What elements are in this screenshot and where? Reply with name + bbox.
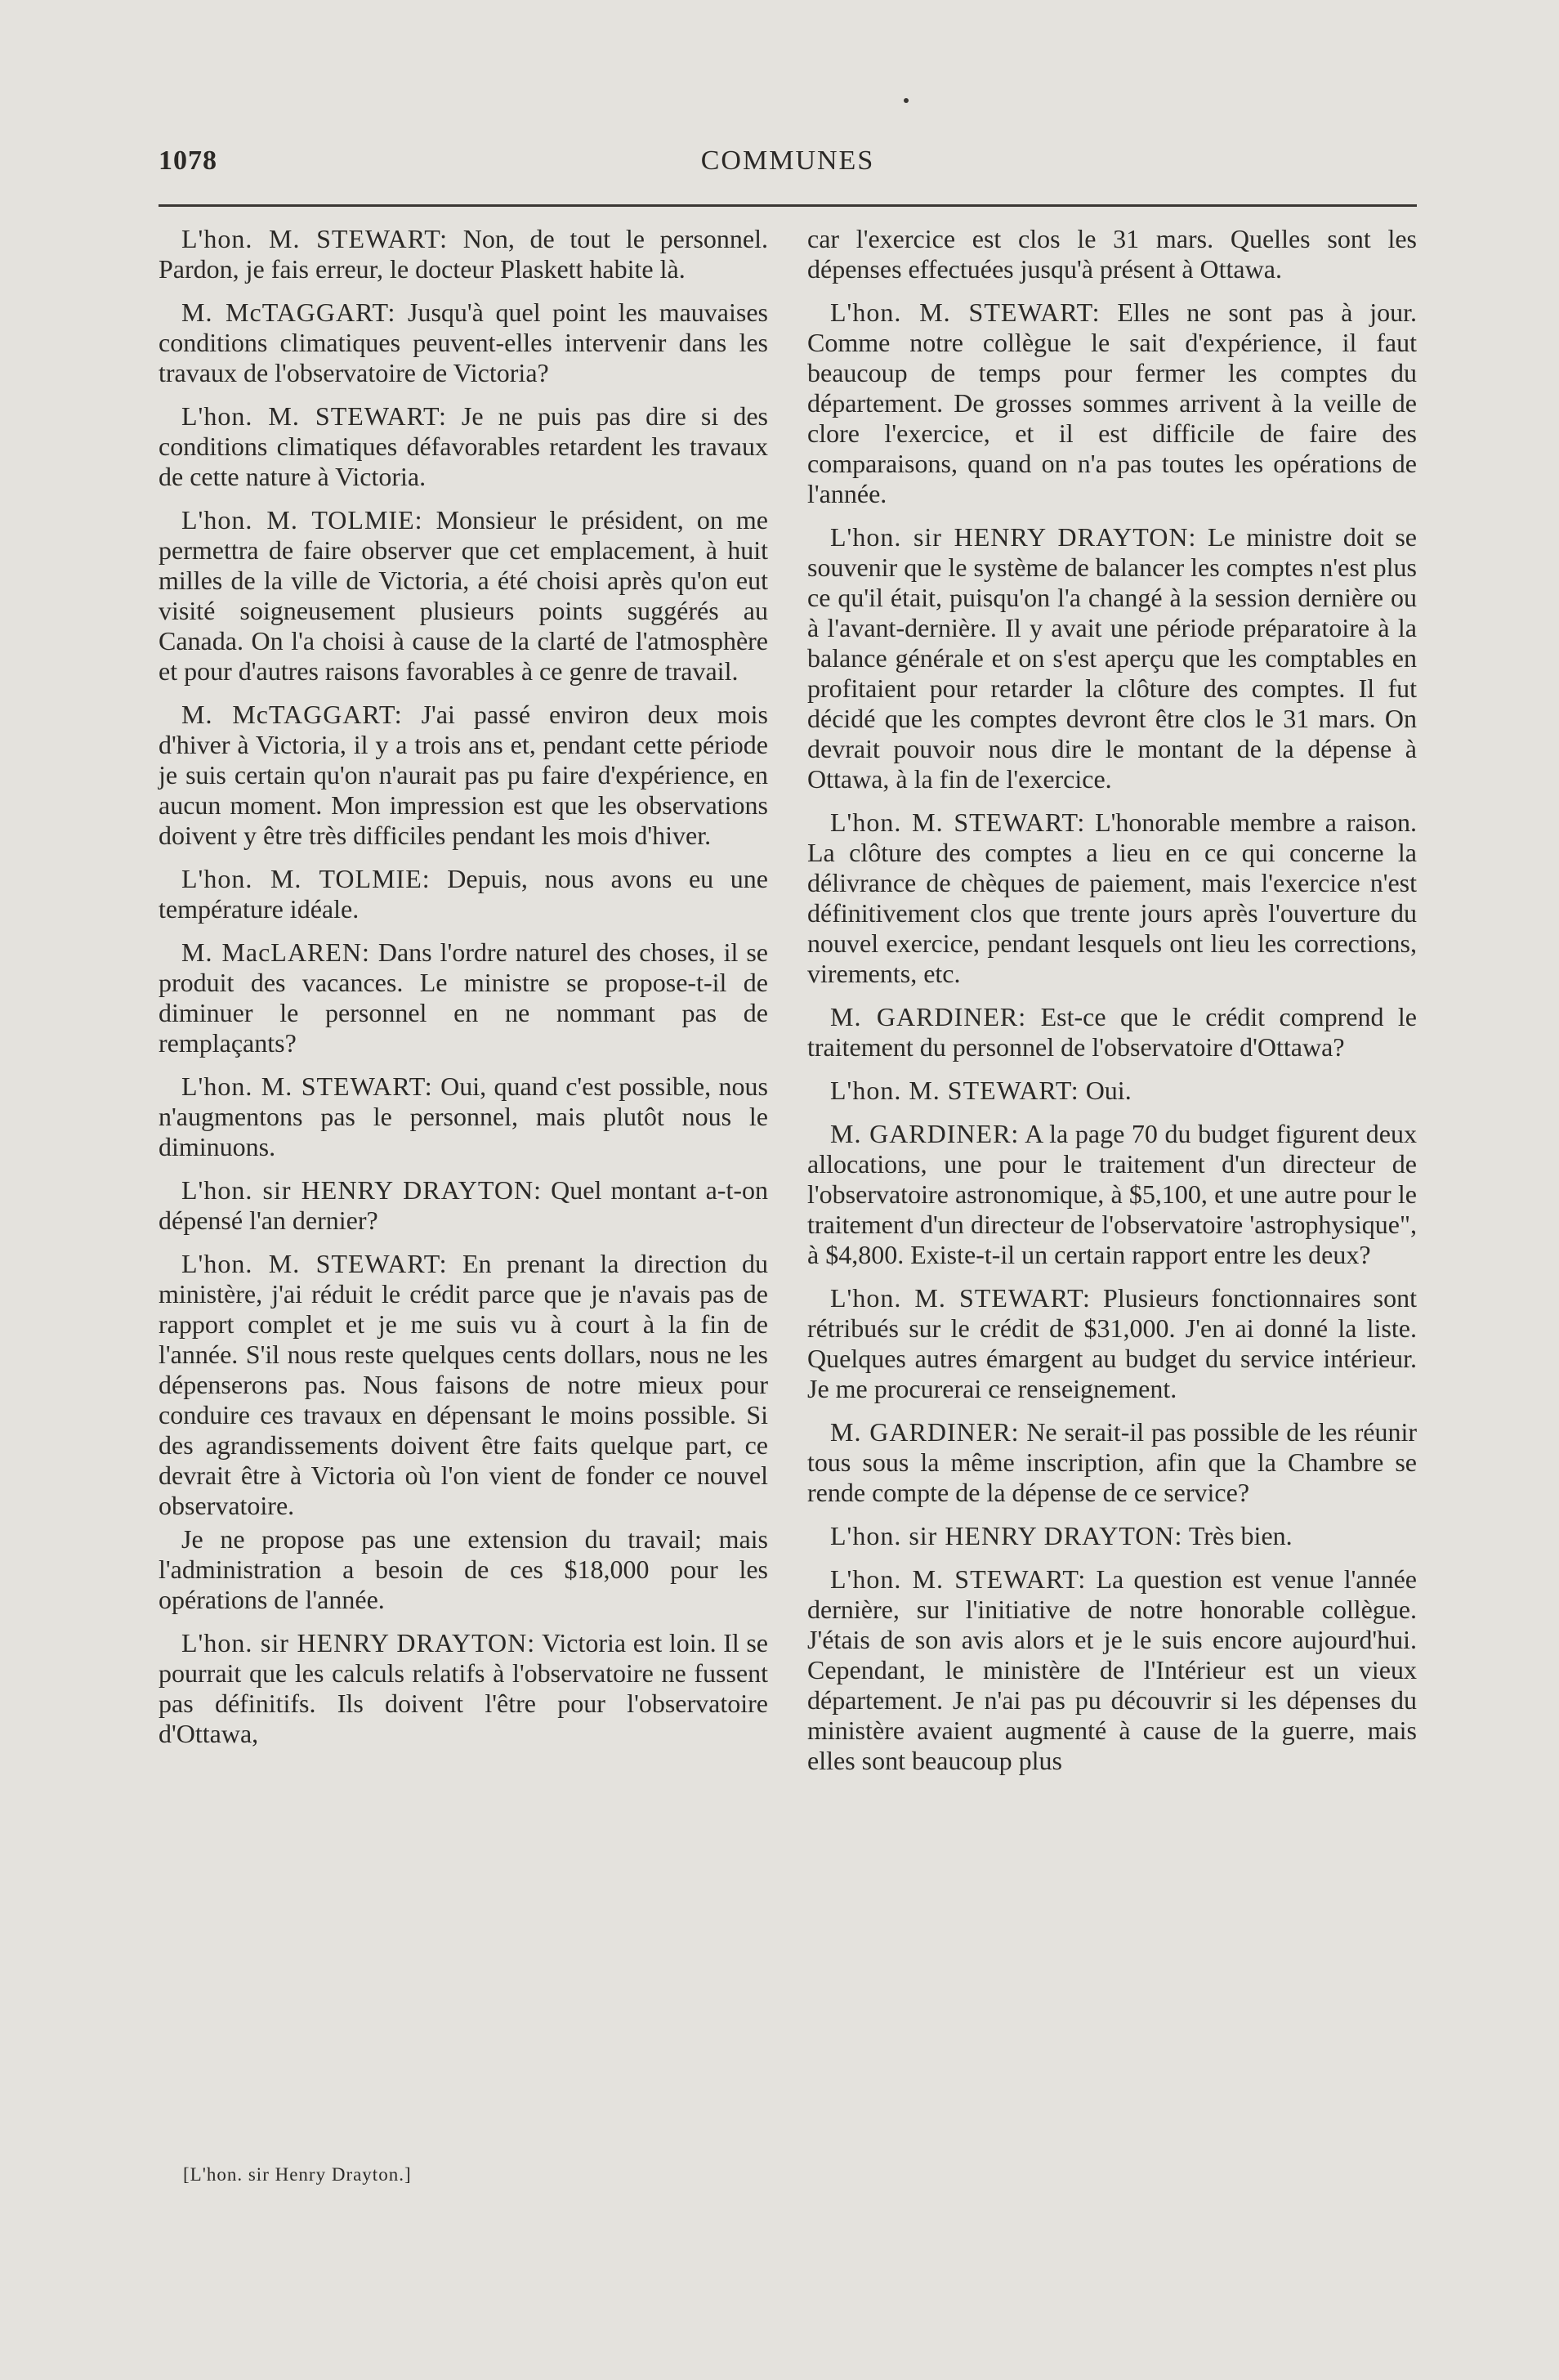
speech-text: Victoria est loin. Il se pourrait que les calculs relatifs à l'observatoire ne fussent pas définitifs. Ils doivent l'être pour l'observatoire d'Ottawa, — [159, 1628, 769, 1748]
speech-text: L'honorable membre a raison. La clôture des comptes a lieu en ce qui concerne la délivrance de chèques de paiement, mais l'exercice n'est définitivement clos que trente jours après l'ouverture du nouvel exercice, pendant lesquels ont lieu les corrections, virements, etc. — [807, 808, 1418, 988]
header-rule — [159, 204, 1417, 207]
paragraph — [159, 505, 768, 687]
paragraph — [807, 522, 1417, 794]
speech-text: A la page 70 du budget figurent deux allocations, une pour le traitement d'un directeur de l'observatoire astronomique, à $5,100, et une autre pour le traitement d'un directeur de l'observatoire 'astrophysique", à $4,800. Existe-t-il un certain rapport entre les deux? — [807, 1119, 1418, 1269]
speech-text: Ne serait-il pas possible de les réunir tous sous la même inscription, afin que la Chambre se rende compte de la dépense de ce service? — [807, 1417, 1418, 1507]
speech-text: Quel montant a-t-on dépensé l'an dernier? — [159, 1175, 768, 1235]
speech-text: Je ne puis pas dire si des conditions climatiques défavorables retardent les travaux de cette nature à Victoria. — [159, 401, 768, 491]
paragraph — [807, 298, 1417, 509]
paragraph — [807, 1119, 1417, 1270]
speech-text: Dans l'ordre naturel des choses, il se produit des vacances. Le ministre se propose-t-il de diminuer le personnel en ne nommant pas de remplaçants? — [159, 937, 769, 1058]
speech-text: Jusqu'à quel point les mauvaises conditions climatiques peuvent-elles intervenir dans les travaux de l'observatoire de Victoria? — [159, 298, 769, 387]
speaker-name: L'hon. M. STEWART: — [181, 1249, 448, 1278]
speaker-name: L'hon. M. STEWART: — [830, 1076, 1079, 1105]
paragraph — [807, 1283, 1417, 1404]
speaker-name: L'hon. M. STEWART: — [830, 808, 1086, 837]
paragraph — [159, 401, 768, 492]
paragraph — [159, 1524, 768, 1615]
speaker-name: L'hon. M. TOLMIE: — [181, 864, 431, 893]
speaker-name: L'hon. M. STEWART: — [181, 1071, 433, 1101]
speaker-name: M. McTAGGART: — [181, 700, 403, 729]
paragraph — [807, 1521, 1417, 1551]
speech-text: Elles ne sont pas à jour. Comme notre collègue le sait d'expérience, il faut beaucoup de temps pour fermer les comptes du département. De grosses sommes arrivent à la veille de clore l'exercice, et il est difficile de faire des comparaisons, quand on n'a pas toutes les opérations de l'année. — [807, 298, 1418, 508]
paragraph — [159, 1249, 768, 1521]
speaker-name: L'hon. M. STEWART: — [181, 224, 449, 253]
footer-speaker-note: [L'hon. sir Henry Drayton.] — [183, 2164, 412, 2185]
ink-dot — [904, 98, 909, 103]
speech-text: Monsieur le président, on me permettra de faire observer que cet emplacement, à huit milles de la ville de Victoria, a été choisi après qu'on eut visité soigneusement plusieurs points suggérés au Canada. On l'a choisi à cause de la clarté de l'atmosphère et pour d'autres raisons favorables à ce genre de travail. — [159, 505, 769, 686]
speaker-name: L'hon. M. STEWART: — [830, 1564, 1087, 1594]
speech-text: Est-ce que le crédit comprend le traitement du personnel de l'observatoire d'Ottawa? — [807, 1002, 1418, 1062]
paragraph — [807, 1076, 1417, 1106]
paragraph — [807, 808, 1417, 989]
speaker-name: M. GARDINER: — [830, 1417, 1020, 1447]
speaker-name: L'hon. sir HENRY DRAYTON: — [181, 1175, 542, 1205]
speech-text: Le ministre doit se souvenir que le système de balancer les comptes n'est plus ce qu'il était, puisqu'on l'a changé à la session dernière ou à l'avant-dernière. Il y avait une période préparatoire à la balance générale et on s'est aperçu que les comptables en profitaient pour retarder la clôture des comptes. Il fut décidé que les comptes devront être clos le 31 mars. On devrait pouvoir nous dire le montant de la dépense à Ottawa, à la fin de l'exercice. — [807, 522, 1418, 794]
page-number: 1078 — [159, 145, 217, 176]
speaker-name: M. McTAGGART: — [181, 298, 396, 327]
speaker-name: M. GARDINER: — [830, 1119, 1020, 1148]
speech-text: Je ne propose pas une extension du travail; mais l'administration a besoin de ces $18,000 pour les opérations de l'année. — [159, 1524, 768, 1614]
speech-text: En prenant la direction du ministère, j'ai réduit le crédit parce que je n'avais pas de rapport complet et je me suis vu à court à la fin de l'année. S'il nous reste quelques cents dollars, nous ne les dépenserons pas. Nous faisons de notre mieux pour conduire ces travaux en dépensant le moins possible. Si des agrandissements doivent être faits quelque part, ce devrait être à Victoria où l'on vient de fonder ce nouvel observatoire. — [159, 1249, 769, 1520]
speaker-name: L'hon. M. TOLMIE: — [181, 505, 423, 535]
speaker-name: M. GARDINER: — [830, 1002, 1027, 1031]
speech-text: car l'exercice est clos le 31 mars. Quelles sont les dépenses effectuées jusqu'à présent à Ottawa. — [807, 224, 1417, 284]
speech-text: Depuis, nous avons eu une température idéale. — [159, 864, 769, 924]
paragraph — [159, 700, 768, 851]
speech-text: Non, de tout le personnel. Pardon, je fais erreur, le docteur Plaskett habite là. — [159, 224, 769, 284]
speech-text: Plusieurs fonctionnaires sont rétribués sur le crédit de $31,000. J'en ai donné la liste. Quelques autres émargent au budget du service intérieur. Je me procurerai ce renseignement. — [807, 1283, 1418, 1403]
paragraph — [159, 1175, 768, 1236]
speech-text: Oui. — [1079, 1076, 1132, 1105]
left-column — [159, 224, 768, 1762]
paragraph — [159, 224, 768, 284]
speaker-name: L'hon. M. STEWART: — [830, 298, 1101, 327]
speaker-name: L'hon. M. STEWART: — [830, 1283, 1091, 1313]
speech-text: Oui, quand c'est possible, nous n'augmentons pas le personnel, mais plutôt nous le diminuons. — [159, 1071, 769, 1161]
speech-text: Très bien. — [1182, 1521, 1293, 1550]
paragraph — [159, 1628, 768, 1749]
speaker-name: L'hon. sir HENRY DRAYTON: — [830, 1521, 1183, 1550]
paragraph — [159, 1071, 768, 1162]
speech-text: La question est venue l'année dernière, sur l'initiative de notre honorable collègue. J'étais de son avis alors et je le suis encore aujourd'hui. Cependant, le ministère de l'Intérieur est un vieux département. Je n'ai pas pu découvrir si les dépenses du ministère avaient augmenté à cause de la guerre, mais elles sont beaucoup plus — [807, 1564, 1418, 1775]
speaker-name: L'hon. sir HENRY DRAYTON: — [830, 522, 1197, 552]
paragraph — [807, 1564, 1417, 1776]
running-title: COMMUNES — [700, 145, 875, 176]
paragraph — [807, 1417, 1417, 1508]
speech-text: J'ai passé environ deux mois d'hiver à Victoria, il y a trois ans et, pendant cette période je suis certain qu'on n'aurait pas pu faire d'expérience, en aucun moment. Mon impression est que les observations doivent y être très difficiles pendant les mois d'hiver. — [159, 700, 769, 850]
paragraph — [159, 298, 768, 388]
paragraph — [159, 937, 768, 1058]
speaker-name: L'hon. M. STEWART: — [181, 401, 447, 431]
paragraph — [807, 1002, 1417, 1062]
paragraph — [807, 224, 1417, 284]
right-column — [807, 224, 1417, 1789]
paragraph — [159, 864, 768, 924]
speaker-name: L'hon. sir HENRY DRAYTON: — [181, 1628, 536, 1658]
speaker-name: M. MacLAREN: — [181, 937, 370, 967]
page-header — [159, 145, 1417, 186]
